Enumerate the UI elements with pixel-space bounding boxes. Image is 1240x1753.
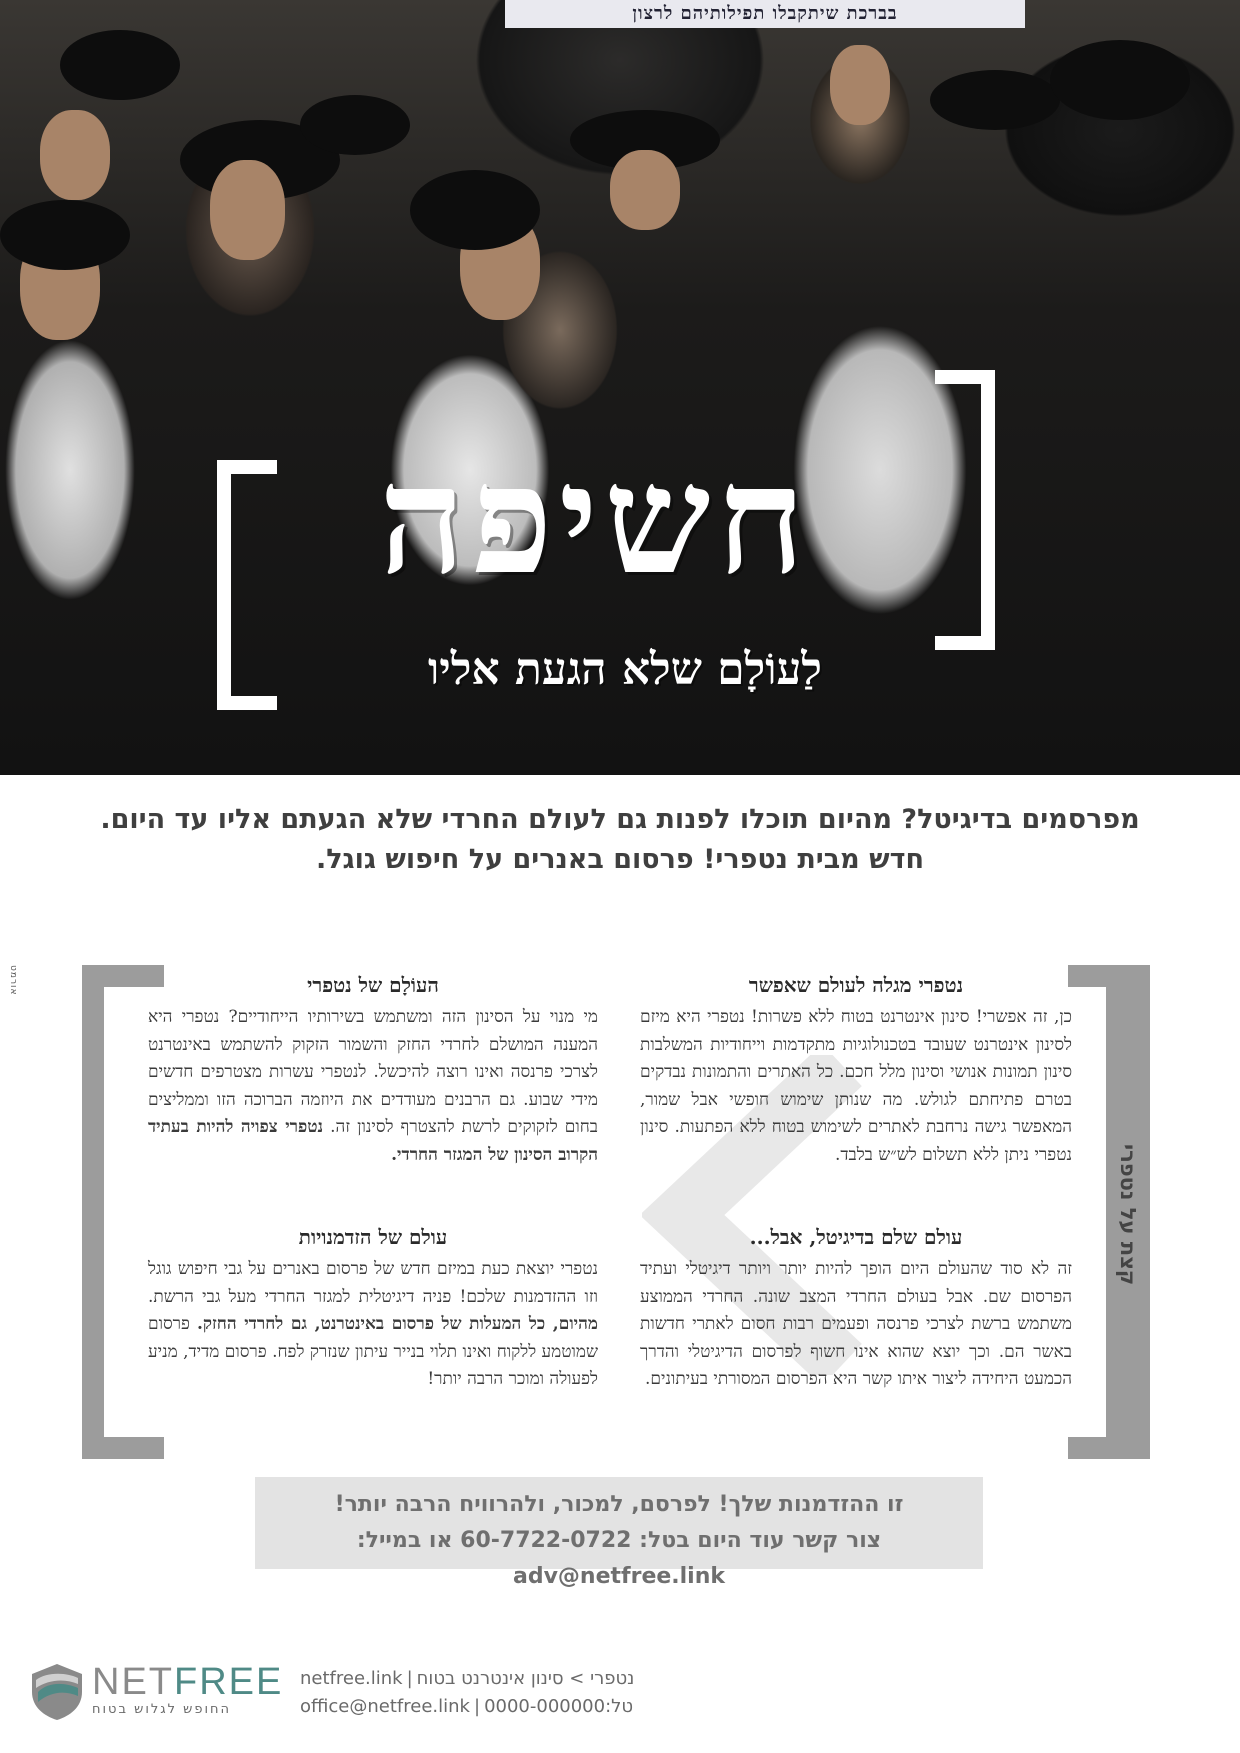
section-netfree-world-bold: נטפרי צפויה להיות בעתיד הקרוב הסינון של המגזר החרדי. [148, 1117, 598, 1165]
hero-title: חשיפה [378, 432, 812, 608]
section-reveals-heading: נטפרי מגלה לעולם שאפשר [748, 973, 964, 997]
about-netfree-label: קצת על נטפרי [1116, 1144, 1140, 1286]
contact-line-2[interactable]: צור קשר עוד היום בטל: 60-7722-0722 או במייל: adv@netfree.link [356, 1528, 882, 1589]
section-opportunities-text-end: פרסום שמוטמע ללקוח ואינו תלוי בנייר עיתון שנזרק לפח. פרסום מדיד, מניע לפעולה ומוכר הרבה יותר! [148, 1314, 598, 1390]
designer-credit: אורמט [8, 965, 18, 996]
footer-phone: טל:0000-000000 [484, 1696, 634, 1717]
section-netfree-world-paragraph [148, 1004, 598, 1170]
hero-subtitle: לַעוֹלָם שלא הגעת אליו [428, 644, 822, 695]
hero-photo [0, 0, 1240, 775]
logo-tagline: החופש לגלוש בטוח [92, 1702, 231, 1717]
footer-line-2: office@netfree.link | טל:0000-000000 [300, 1693, 700, 1721]
section-opportunities-paragraph [148, 1256, 598, 1394]
contact-line-1: זו ההזדמנות שלך! לפרסם, למכור, ולהרוויח הרבה יותר! [334, 1492, 904, 1517]
intro-line-2: חדש מבית נטפרי! פרסום באנרים על חיפוש גוגל. [315, 844, 925, 875]
right-bracket-top [1068, 965, 1150, 987]
section-netfree-world-heading: העוֹלָם של נטפרי [307, 973, 439, 997]
section-reveals-text: כן, זה אפשרי! סינון אינטרנט בטוח ללא פשרות! נטפרי היא מיזם לסינון אינטרנט שעובד בטכנולוגיות מתקדמות וייחודיות המשלבות סינון תמונות אנושי וסינון מלל חכם. כל האתרים והתמונות נבדקים בטרם פתיחתם לגולש. מה שנותן שימוש חופשי אבל שמור, המאפשר גישה נרחבת לאתרים לשימוש בטוח ללא הפתעות. סינון נטפרי ניתן ללא תשלום לש״ש בלבד. [640, 1007, 1072, 1165]
logo-wordmark [92, 1660, 283, 1704]
footer-email-link[interactable]: office@netfree.link [300, 1696, 470, 1717]
right-bracket-bottom [1068, 1437, 1150, 1459]
hero-title-block [205, 370, 995, 740]
section-opportunities [148, 1222, 598, 1394]
section-opportunities-bold: מהיום, כל המעלות של פרסום באינטרנט, גם לחרדי החזק. [197, 1314, 598, 1335]
footer-site-link[interactable]: netfree.link [300, 1668, 403, 1689]
logo-net: NET [92, 1661, 174, 1703]
shield-icon [30, 1662, 84, 1722]
logo-free: FREE [174, 1661, 284, 1703]
title-bracket-right [935, 370, 995, 650]
section-reveals [640, 970, 1072, 1170]
section-opportunities-text-start: נטפרי יוצאת כעת במיזם חדש של פרסום באנרים על גבי חיפוש גוגל וזו ההזדמנות שלכם! פניה דיגיטלית למגזר החרדי מעל גבי הרשת. [148, 1259, 598, 1307]
footer-line-1: netfree.link | נטפרי > סינון אינטרנט בטוח [300, 1665, 700, 1693]
footer-site-desc: נטפרי > סינון אינטרנט בטוח [416, 1668, 635, 1689]
intro-line-1: מפרסמים בדיגיטל? מהיום תוכלו לפנות גם לעולם החרדי שלא הגעתם אליו עד היום. [100, 804, 1140, 835]
section-complete-world-text: זה לא סוד שהעולם היום הופך להיות יותר ויותר דיגיטלי ועתיד הפרסום שם. אבל בעולם החרדי המצב שונה. החרדי הממוצע משתמש ברשת לצרכי פרנסה ופעמים רבות חסום לאתרי חדשות באשר הם. וכך יוצא שהוא אינו חשוף לפרסום הדיגיטלי והדרך הכמעט היחידה ליצור איתו קשר היא הפרסום המסורתי בעיתונים. [640, 1259, 1072, 1390]
section-netfree-world-text: מי מנוי על הסינון הזה ומשתמש בשירותיו הייחודיים? נטפרי היא המענה המושלם לחרדי החזק והשמור הזקוק להשתמש באינטרנט לצרכי פרנסה ואינו רוצה להיכשל. לנטפרי עשרות מצטרפים חדשים מידי שבוע. גם הרבנים מעודדים את היוזמה הברוכה הזו וממליצים בחום לזקוקים לרשת להצטרף לסינון זה. [148, 1007, 599, 1138]
netfree-logo[interactable] [30, 1660, 284, 1720]
hero-banner-sign: בברכת שיתקבלו תפילותיהם לרצון [505, 0, 1025, 28]
left-bracket-bar [82, 965, 104, 1459]
section-opportunities-heading: עולם של הזדמנויות [298, 1225, 448, 1249]
intro-headline [30, 800, 1210, 880]
section-complete-world [640, 1222, 1072, 1394]
footer-contact [300, 1665, 700, 1721]
section-netfree-world [148, 970, 598, 1170]
left-bracket-bottom [82, 1437, 164, 1459]
contact-box [255, 1477, 983, 1589]
title-bracket-left [217, 460, 277, 710]
info-panel [82, 965, 1150, 1459]
section-complete-world-heading: עולם שלם בדיגיטל, אבל... [749, 1225, 963, 1249]
